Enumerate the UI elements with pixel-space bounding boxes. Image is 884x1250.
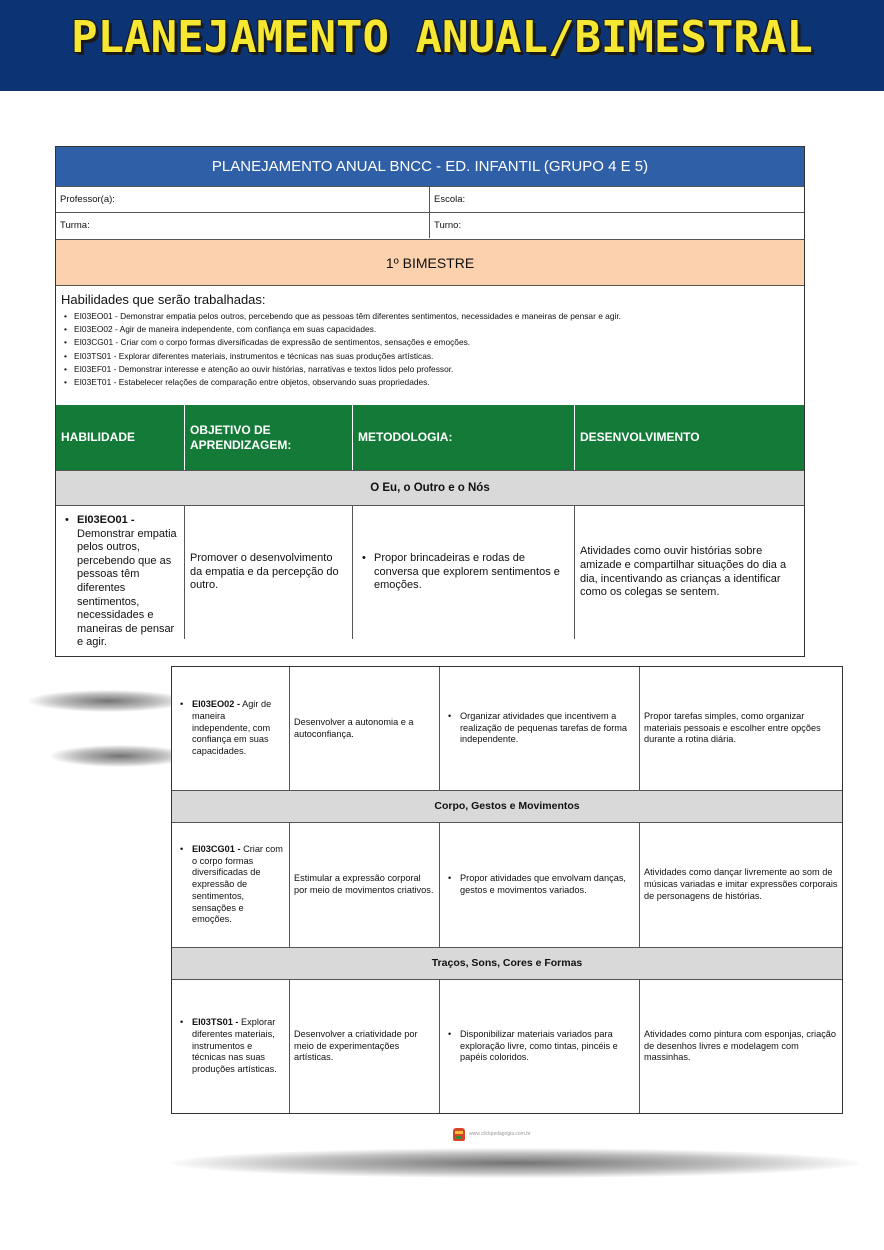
skill-text: Criar com o corpo formas diversificadas de expressão de sentimentos, sensações e emoções. (192, 843, 283, 925)
objective-text: Promover o desenvolvimento da empatia e da percepção do outro. (190, 552, 339, 592)
skill-item: • EI03EF01 - Demonstrar interesse e atenção ao ouvir histórias, narrativas e textos lidos pelo professor. (61, 363, 804, 376)
page-footer (453, 1127, 531, 1141)
page-shadow (170, 1148, 860, 1178)
section-corpo-gestos: Corpo, Gestos e Movimentos (172, 790, 842, 823)
desenvolvimento-cell (639, 667, 842, 790)
skills-list (61, 310, 804, 389)
metodologia-cell (352, 506, 574, 639)
escola-field[interactable]: Escola: (429, 187, 804, 212)
habilidade-cell (56, 506, 184, 657)
planning-page-2 (171, 666, 843, 1114)
desenvolvimento-cell (574, 506, 804, 639)
page-shadow (28, 690, 188, 712)
metodologia-cell (439, 667, 639, 790)
objetivo-cell (289, 667, 439, 790)
method-text: • Propor atividades que envolvam danças, gestos e movimentos variados. (444, 873, 635, 897)
title-banner (0, 0, 884, 91)
skills-section (56, 285, 804, 405)
col-metodologia: METODOLOGIA: (352, 405, 574, 470)
bimestre-heading: 1º BIMESTRE (56, 239, 804, 285)
method-text: • Disponibilizar materiais variados para exploração livre, como tintas, pincéis e papéis coloridos. (444, 1029, 635, 1064)
table-row (172, 823, 842, 947)
table-row (56, 506, 804, 657)
skill-code: EI03EO01 - (77, 514, 135, 526)
development-text: Atividades como pintura com esponjas, criação de desenhos livres e modelagem com massinhas. (644, 1028, 837, 1063)
objetivo-cell (289, 823, 439, 947)
skill-item: • EI03EO01 - Demonstrar empatia pelos outros, percebendo que as pessoas têm diferentes sentimentos, necessidades e maneiras de pensar e agir. (61, 310, 804, 323)
turma-turno-row (56, 212, 804, 239)
method-text: • Organizar atividades que incentivem a realização de pequenas tarefas de forma independente. (444, 711, 635, 746)
skill-text: Agir de maneira independente, com confiança em suas capacidades. (192, 699, 272, 757)
col-desenvolvimento: DESENVOLVIMENTO (574, 405, 804, 470)
page-shadow (50, 745, 190, 767)
turma-field[interactable]: Turma: (60, 220, 90, 231)
skill-item: • EI03EO02 - Agir de maneira independente, com confiança em suas capacidades. (61, 323, 804, 336)
professor-escola-row (56, 186, 804, 212)
development-text: Propor tarefas simples, como organizar materiais pessoais e escolher entre opções durante a rotina diária. (644, 710, 821, 745)
objective-text: Estimular a expressão corporal por meio de movimentos criativos. (294, 873, 434, 895)
skill-item: • EI03ET01 - Estabelecer relações de comparação entre objetos, observando suas propriedades. (61, 376, 804, 389)
professor-field[interactable]: Professor(a): (60, 194, 115, 205)
desenvolvimento-cell (639, 823, 842, 947)
section-tracos-sons: Traços, Sons, Cores e Formas (172, 947, 842, 980)
turno-field[interactable]: Turno: (429, 213, 804, 238)
skill-text: Explorar diferentes materiais, instrumentos e técnicas nas suas produções artísticas. (192, 1017, 277, 1075)
habilidade-cell (172, 667, 289, 790)
table-row (172, 667, 842, 790)
skill-text: Demonstrar empatia pelos outros, percebendo que as pessoas têm diferentes sentimentos, necessidades e maneiras de pensar e agir. (77, 527, 177, 649)
page-cut (148, 639, 805, 657)
table-header-row (56, 405, 804, 470)
development-text: Atividades como dançar livremente ao som de músicas variadas e imitar expressões corporais de personagens de histórias. (644, 867, 838, 901)
skill-code: EI03EO02 - (192, 699, 241, 709)
skill-code: EI03TS01 - (192, 1017, 239, 1027)
plan-header: PLANEJAMENTO ANUAL BNCC - ED. INFANTIL (GRUPO 4 E 5) (56, 147, 804, 186)
development-text: Atividades como ouvir histórias sobre amizade e compartilhar situações do dia a dia, incentivando as crianças a identificar como os colegas se sentem. (580, 545, 787, 599)
method-text: • Propor brincadeiras e rodas de conversa que explorem sentimentos e emoções. (358, 552, 569, 593)
objetivo-cell (289, 980, 439, 1113)
skill-item: • EI03CG01 - Criar com o corpo formas diversificadas de expressão de sentimentos, sensações e emoções. (61, 336, 804, 349)
objective-text: Desenvolver a autonomia e a autoconfiança. (294, 716, 414, 739)
objective-text: Desenvolver a criatividade por meio de experimentações artísticas. (294, 1028, 418, 1063)
skills-title: Habilidades que serão trabalhadas: (61, 292, 266, 307)
footer-url[interactable]: www.clickpedagogia.com.br (469, 1131, 531, 1137)
habilidade-cell (172, 980, 289, 1113)
school-logo-icon (453, 1128, 465, 1141)
col-habilidade: HABILIDADE (61, 430, 135, 444)
objetivo-cell (184, 506, 352, 639)
table-row (172, 980, 842, 1113)
metodologia-cell (439, 980, 639, 1113)
planning-page-1 (55, 146, 805, 657)
skill-item: • EI03TS01 - Explorar diferentes materiais, instrumentos e técnicas nas suas produções artísticas. (61, 350, 804, 363)
banner-title: PLANEJAMENTO ANUAL/BIMESTRAL (71, 12, 813, 63)
desenvolvimento-cell (639, 980, 842, 1113)
section-eu-outro-nos: O Eu, o Outro e o Nós (56, 470, 804, 506)
metodologia-cell (439, 823, 639, 947)
skill-code: EI03CG01 - (192, 843, 241, 854)
habilidade-cell (172, 823, 289, 947)
col-objetivo: OBJETIVO DE APRENDIZAGEM: (184, 405, 352, 470)
